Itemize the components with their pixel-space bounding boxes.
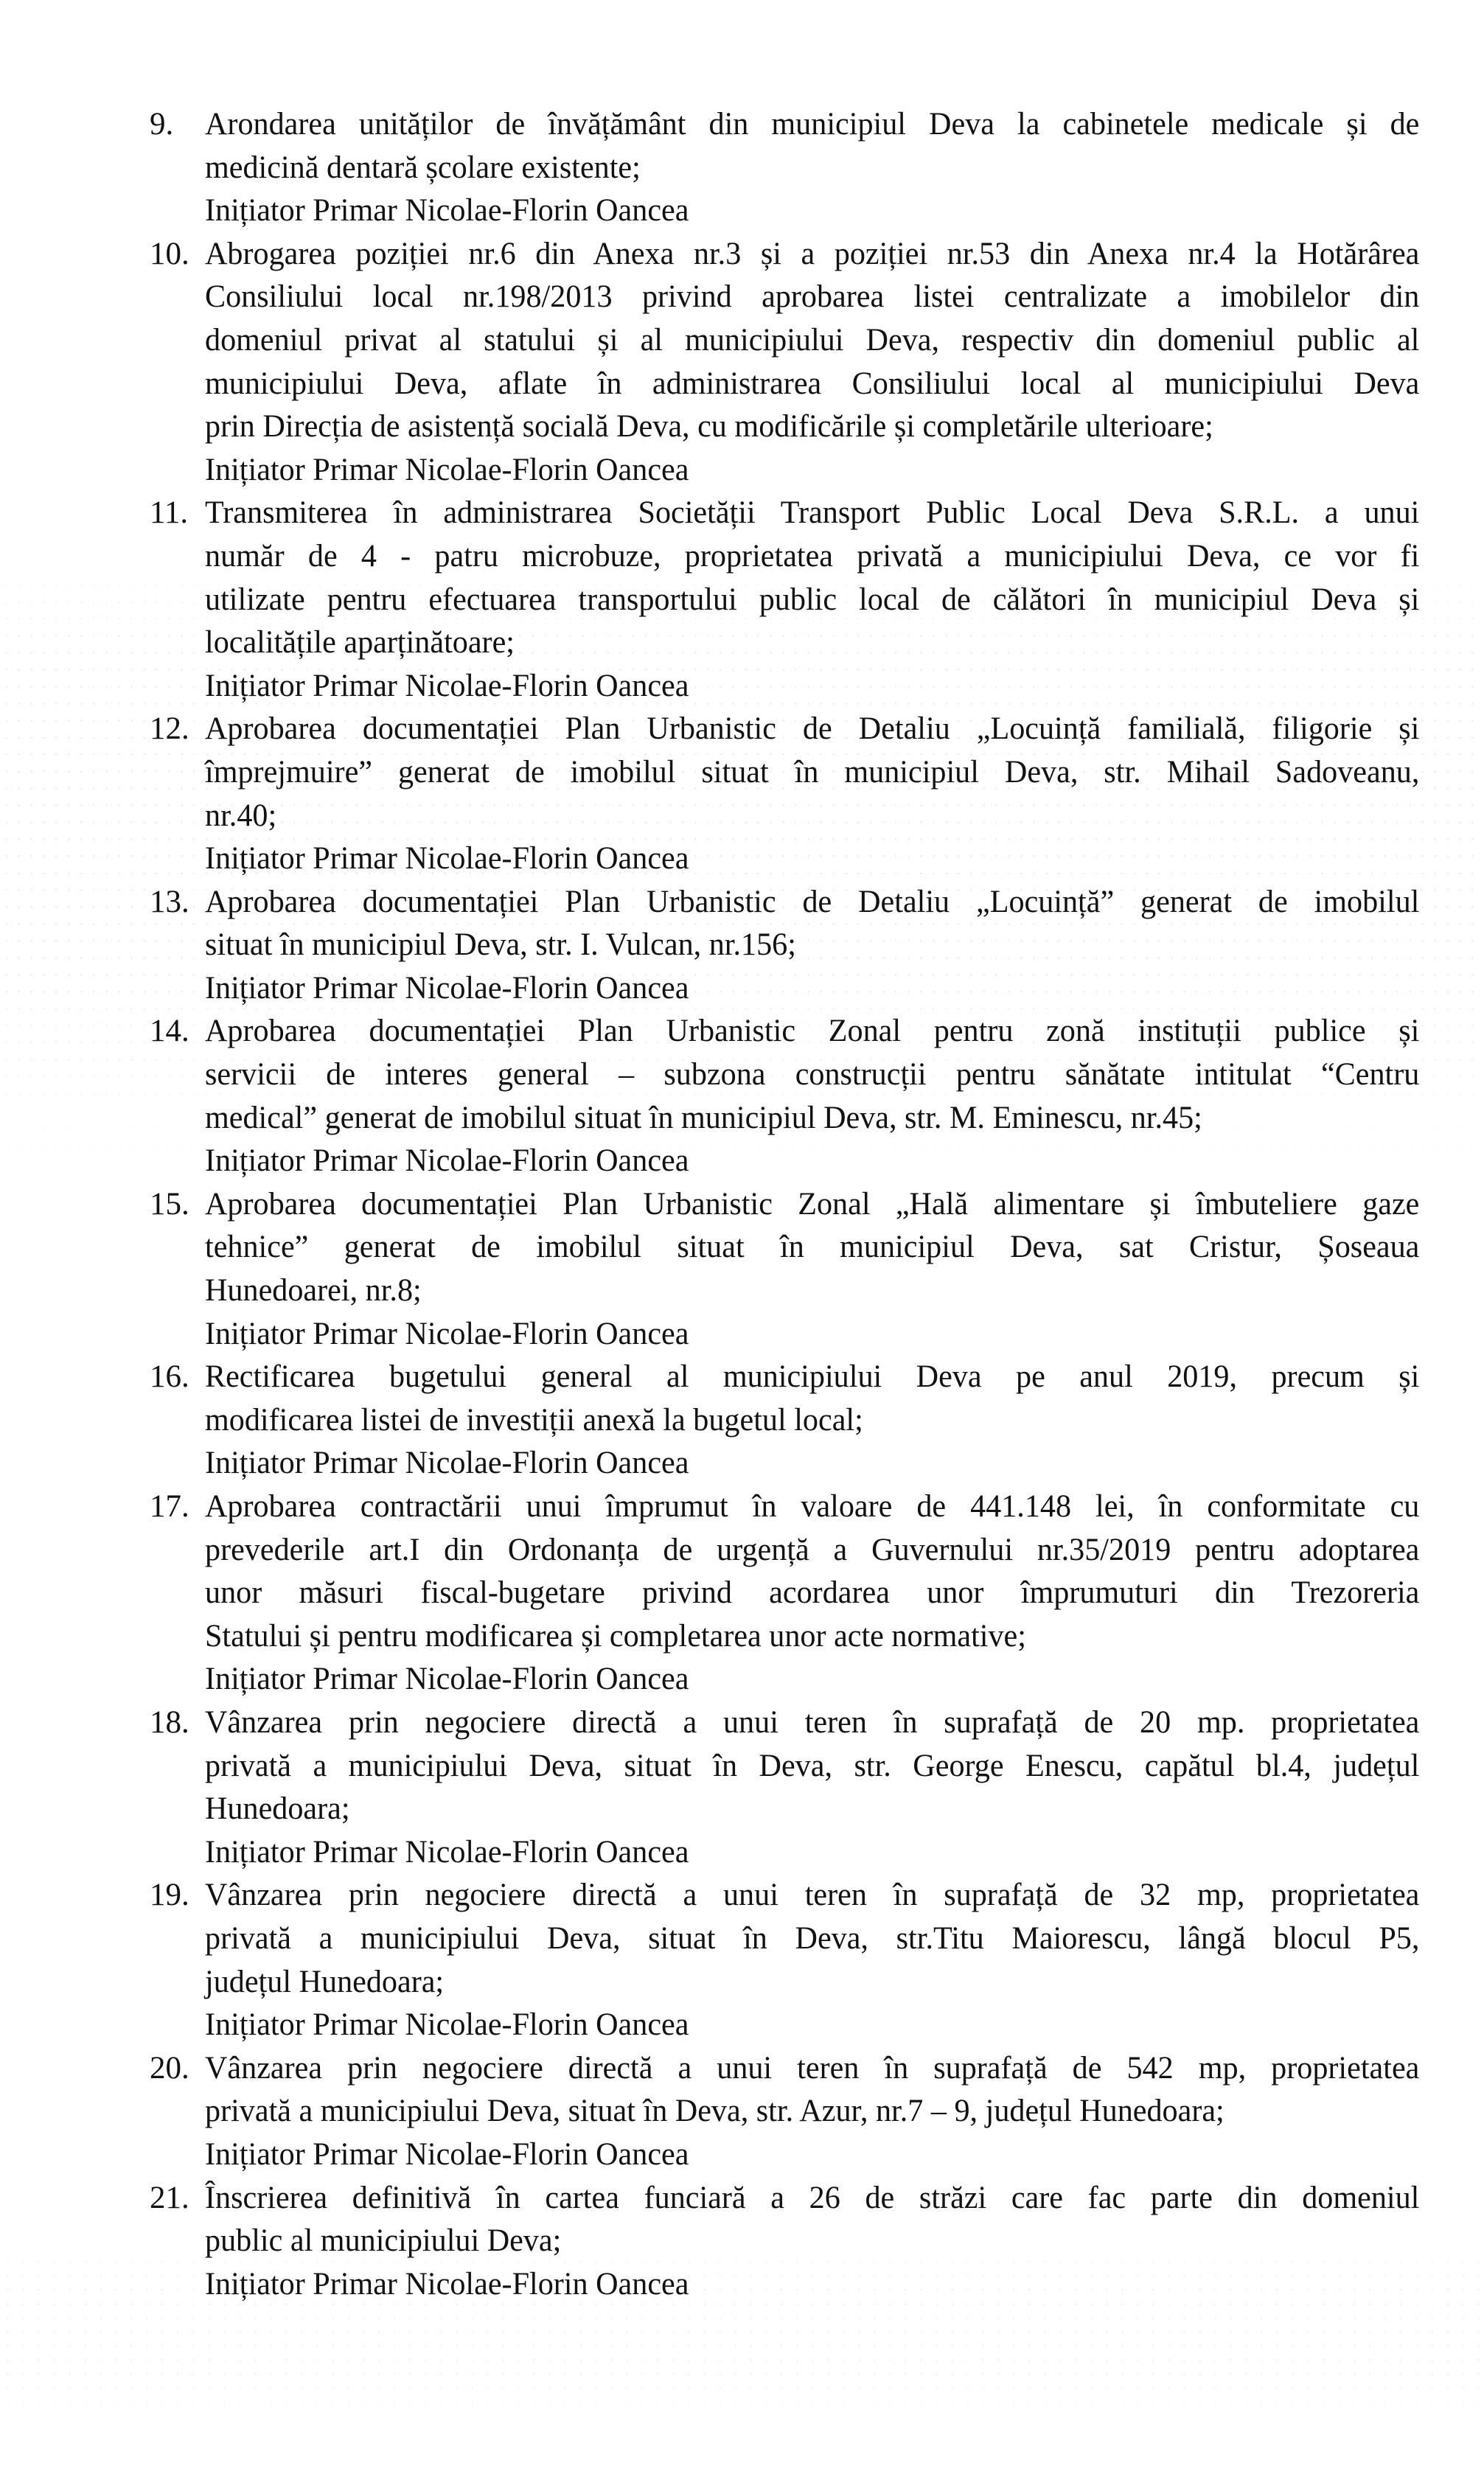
agenda-item <box>150 2047 1444 2177</box>
agenda-item-initiator: Inițiator Primar Nicolae-Florin Oancea <box>205 2266 689 2302</box>
agenda-item-number: 14. <box>150 1014 189 1049</box>
agenda-item-number: 9. <box>150 107 174 142</box>
agenda-item-text-line: Aprobarea documentației Plan Urbanistic de Detaliu „Locuință familială, filigorie și <box>205 711 1420 747</box>
agenda-item <box>150 1485 1444 1701</box>
agenda-item-text-line: Aprobarea documentației Plan Urbanistic de Detaliu „Locuință” generat de imobilul <box>205 884 1420 919</box>
agenda-item-text-line: județul Hunedoara; <box>205 1964 445 1999</box>
agenda-item-text-line: nr.40; <box>205 798 277 833</box>
agenda-list <box>150 103 1444 2306</box>
agenda-item-text-line: municipiului Deva, aflate în administrarea Consiliului local al municipiului Deva <box>205 366 1420 401</box>
agenda-item-text-line: Vânzarea prin negociere directă a unui teren în suprafață de 32 mp, proprietatea <box>205 1878 1420 1913</box>
agenda-item-body <box>205 233 1444 492</box>
agenda-item-body <box>205 1874 1444 2046</box>
agenda-item-body <box>205 1010 1444 1182</box>
agenda-item <box>150 1701 1444 1874</box>
agenda-item-text-line: Aprobarea documentației Plan Urbanistic Zonal pentru zonă instituții publice și <box>205 1014 1420 1049</box>
agenda-item-text-line: număr de 4 - patru microbuze, proprietatea privată a municipiului Deva, ce vor fi <box>205 538 1420 574</box>
agenda-item <box>150 2177 1444 2307</box>
agenda-item <box>150 233 1444 492</box>
agenda-item-number: 17. <box>150 1489 189 1524</box>
agenda-item-initiator: Inițiator Primar Nicolae-Florin Oancea <box>205 1143 689 1179</box>
agenda-item <box>150 1874 1444 2046</box>
agenda-item-text-line: tehnice” generat de imobilul situat în municipiul Deva, sat Cristur, Șoseaua <box>205 1230 1420 1265</box>
agenda-item-number: 13. <box>150 884 189 919</box>
agenda-item-text-line: medical” generat de imobilul situat în municipiul Deva, str. M. Eminescu, nr.45; <box>205 1100 1202 1135</box>
agenda-item-number: 15. <box>150 1186 189 1222</box>
agenda-item-text-line: servicii de interes general – subzona construcții pentru sănătate intitulat “Centru <box>205 1057 1420 1093</box>
agenda-item-initiator: Inițiator Primar Nicolae-Florin Oancea <box>205 193 689 229</box>
agenda-item-text-line: Înscrierea definitivă în cartea funciară a 26 de străzi care fac parte din domeniul <box>205 2180 1420 2215</box>
agenda-item-number: 12. <box>150 711 189 747</box>
agenda-item <box>150 1356 1444 1485</box>
agenda-item-body <box>205 708 1444 880</box>
agenda-item-initiator: Inițiator Primar Nicolae-Florin Oancea <box>205 970 689 1006</box>
agenda-item-body <box>205 1701 1444 1874</box>
agenda-item-number: 11. <box>150 495 189 531</box>
agenda-item-text-line: Aprobarea documentației Plan Urbanistic Zonal „Hală alimentare și îmbuteliere gaze <box>205 1186 1420 1222</box>
agenda-item-text-line: Vânzarea prin negociere directă a unui teren în suprafață de 542 mp, proprietatea <box>205 2050 1420 2086</box>
agenda-item-initiator: Inițiator Primar Nicolae-Florin Oancea <box>205 1834 689 1870</box>
agenda-item-body <box>205 103 1444 233</box>
agenda-item-number: 10. <box>150 236 189 271</box>
agenda-item-text-line: prin Direcția de asistență socială Deva, cu modificările și completările ulterioare; <box>205 409 1213 445</box>
agenda-item-text-line: Hunedoara; <box>205 1791 350 1827</box>
agenda-item <box>150 103 1444 233</box>
agenda-item-text-line: Statului și pentru modificarea și completarea unor acte normative; <box>205 1618 1026 1654</box>
agenda-item-number: 16. <box>150 1359 189 1395</box>
agenda-item-initiator: Inițiator Primar Nicolae-Florin Oancea <box>205 1662 689 1697</box>
agenda-item-body <box>205 2047 1444 2177</box>
agenda-item-number: 19. <box>150 1878 189 1913</box>
agenda-item-body <box>205 1485 1444 1701</box>
agenda-item-text-line: unor măsuri fiscal-bugetare privind acordarea unor împrumuturi din Trezoreria <box>205 1575 1420 1611</box>
agenda-item-number: 21. <box>150 2180 189 2215</box>
agenda-item-text-line: Aprobarea contractării unui împrumut în valoare de 441.148 lei, în conformitate cu <box>205 1489 1420 1524</box>
agenda-item-initiator: Inițiator Primar Nicolae-Florin Oancea <box>205 841 689 877</box>
agenda-item-text-line: Consiliului local nr.198/2013 privind aprobarea listei centralizate a imobilelor din <box>205 279 1420 315</box>
agenda-item-initiator: Inițiator Primar Nicolae-Florin Oancea <box>205 2136 689 2172</box>
agenda-item-text-line: privată a municipiului Deva, situat în Deva, str.Titu Maiorescu, lângă blocul P5, <box>205 1920 1420 1956</box>
agenda-item-number: 18. <box>150 1704 189 1740</box>
agenda-item-text-line: domeniul privat al statului și al municipiului Deva, respectiv din domeniul public al <box>205 322 1420 358</box>
agenda-item-text-line: modificarea listei de investiții anexă la bugetul local; <box>205 1402 863 1438</box>
agenda-item-text-line: Hunedoarei, nr.8; <box>205 1273 422 1309</box>
agenda-item-text-line: prevederile art.I din Ordonanța de urgență a Guvernului nr.35/2019 pentru adoptarea <box>205 1532 1420 1567</box>
agenda-item-body <box>205 881 1444 1011</box>
agenda-item-text-line: Rectificarea bugetului general al municipiului Deva pe anul 2019, precum și <box>205 1359 1420 1395</box>
agenda-item-initiator: Inițiator Primar Nicolae-Florin Oancea <box>205 1316 689 1351</box>
agenda-item <box>150 708 1444 880</box>
agenda-item-body <box>205 1356 1444 1485</box>
agenda-item <box>150 1010 1444 1182</box>
agenda-item-body <box>205 492 1444 708</box>
agenda-item-text-line: Abrogarea poziției nr.6 din Anexa nr.3 și a poziției nr.53 din Anexa nr.4 la Hotărârea <box>205 236 1420 271</box>
agenda-item-text-line: medicină dentară școlare existente; <box>205 150 641 185</box>
agenda-item-text-line: Arondarea unităților de învățământ din municipiul Deva la cabinetele medicale și de <box>205 107 1420 142</box>
agenda-item-text-line: Transmiterea în administrarea Societății Transport Public Local Deva S.R.L. a unui <box>205 495 1420 531</box>
agenda-item-body <box>205 1183 1444 1356</box>
agenda-item <box>150 492 1444 708</box>
agenda-item-initiator: Inițiator Primar Nicolae-Florin Oancea <box>205 2007 689 2043</box>
agenda-item-text-line: situat în municipiul Deva, str. I. Vulcan, nr.156; <box>205 927 796 963</box>
agenda-item <box>150 881 1444 1011</box>
agenda-item-text-line: localitățile aparținătoare; <box>205 625 515 661</box>
agenda-item-text-line: public al municipiului Deva; <box>205 2223 562 2259</box>
agenda-item-text-line: utilizate pentru efectuarea transportului public local de călători în municipiul Deva și <box>205 582 1420 617</box>
agenda-item <box>150 1183 1444 1356</box>
agenda-item-text-line: Vânzarea prin negociere directă a unui teren în suprafață de 20 mp. proprietatea <box>205 1704 1420 1740</box>
agenda-item-initiator: Inițiator Primar Nicolae-Florin Oancea <box>205 1446 689 1481</box>
agenda-item-body <box>205 2177 1444 2307</box>
agenda-item-text-line: privată a municipiului Deva, situat în Deva, str. George Enescu, capătul bl.4, județul <box>205 1748 1420 1783</box>
agenda-item-text-line: privată a municipiului Deva, situat în Deva, str. Azur, nr.7 – 9, județul Hunedoara; <box>205 2094 1225 2129</box>
agenda-item-initiator: Inițiator Primar Nicolae-Florin Oancea <box>205 452 689 487</box>
agenda-item-initiator: Inițiator Primar Nicolae-Florin Oancea <box>205 668 689 703</box>
agenda-item-number: 20. <box>150 2050 189 2086</box>
agenda-item-text-line: împrejmuire” generat de imobilul situat în municipiul Deva, str. Mihail Sadoveanu, <box>205 754 1420 790</box>
